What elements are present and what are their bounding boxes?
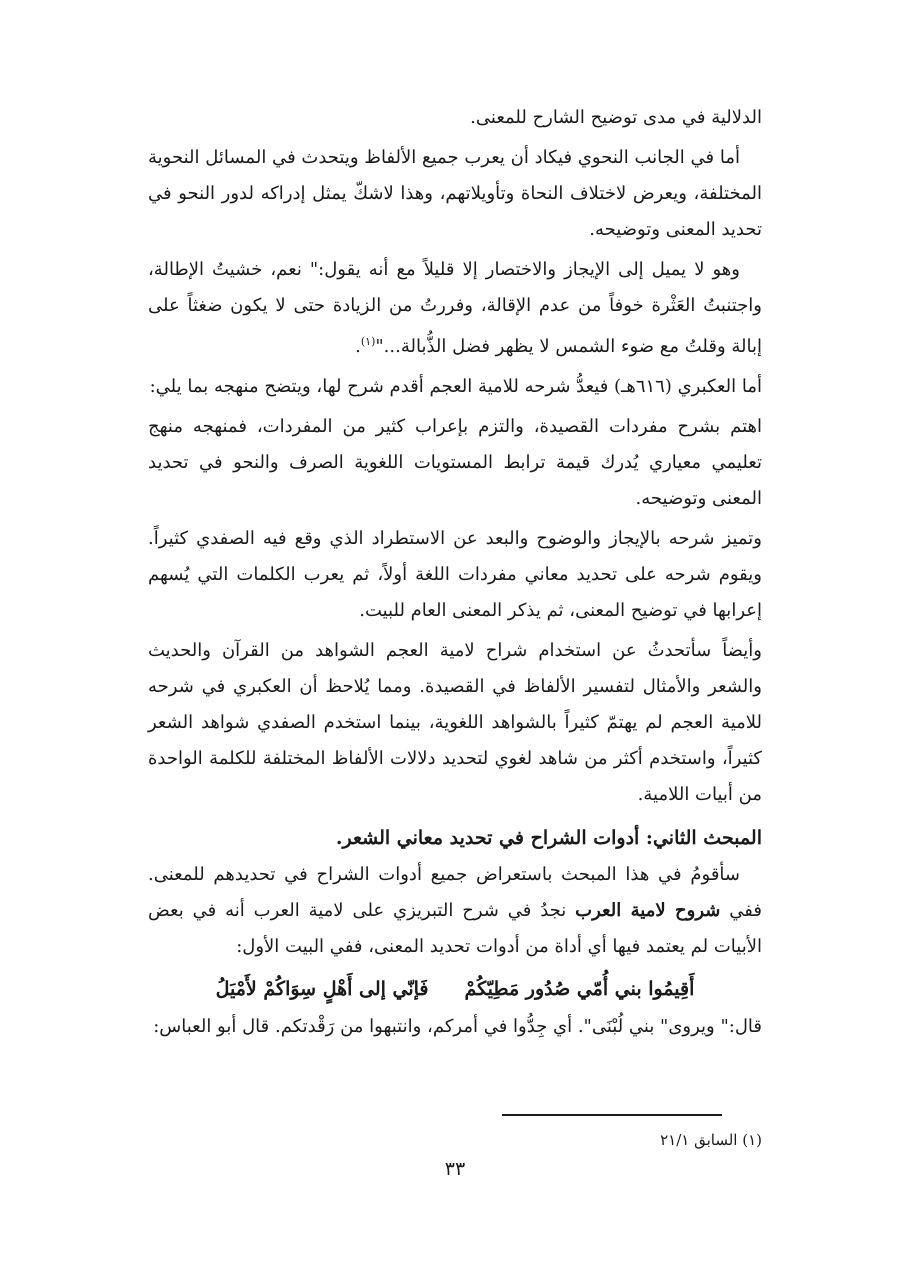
paragraph-intro: الدلالية في مدى توضيح الشارح للمعنى. — [470, 107, 762, 128]
paragraph-narration: قال:" ويروى" بني لُبْنَى". أي جِدُّوا في أمركم، وانتبهوا من رَقْدتكم. قال أبو العباس: — [153, 1016, 762, 1037]
footnote-divider — [502, 1114, 722, 1116]
paragraph-brevity-end: . — [355, 336, 361, 357]
paragraph-brevity-text: وهو لا يميل إلى الإيجاز والاختصار إلا قليلاً مع أنه يقول:" نعم، خشيتُ الإطالة، واجتنبتُ العَثْرة خوفاً من عدم الإقالة، وفررتُ من الزيادة حتى لا يكون ضغثاً على إبالة وقلتُ مع ضوء الشمس لا يظهر فضل الذُّبالة..." — [148, 259, 762, 357]
paragraph-ukbari: أما العكبري (٦١٦هـ) فيعدُّ شرحه للامية العجم أقدم شرح لها، ويتضح منهجه بما يلي: — [149, 376, 762, 397]
paragraph-tools-part1: سأقومُ في هذا المبحث باستعراض جميع أدوات الشراح في تحديدهم للمعنى. ففي — [148, 864, 762, 921]
paragraph-tools-bold: شروح لامية العرب — [575, 900, 721, 921]
paragraph-tools-part2: نجدُ في شرح التبريزي على لامية العرب أنه في بعض الأبيات لم يعتمد فيها أي أداة من أدوات تحديد المعنى، ففي البيت الأول: — [148, 900, 762, 957]
page-body — [148, 100, 762, 1045]
section-heading-rest: : أدوات الشراح في تحديد معاني الشعر. — [335, 827, 653, 849]
paragraph-grammar: أما في الجانب النحوي فيكاد أن يعرب جميع الألفاظ ويتحدث في المسائل النحوية المختلفة، ويعرض لاختلاف النحاة وتأويلاتهم، وهذا لاشكّ يمثل إدراكه لدور النحو في تحديد المعنى وتوضيحه. — [148, 147, 762, 240]
paragraph-distinction: وتميز شرحه بالإيجاز والوضوح والبعد عن الاستطراد الذي وقع فيه الصفدي كثيراً. ويقوم شرحه على تحديد معاني مفردات اللغة أولاً، ثم يعرب الكلمات التي يُسهم إعرابها في توضيح المعنى، ثم يذكر المعنى العام للبيت. — [148, 528, 762, 621]
verse-second-hemistich: فَإنّي إلى أَهْلٍ سِوَاكُمْ لأَمْيَلُ — [215, 978, 429, 1000]
footnote: (١) السابق ٢١/١ — [660, 1131, 762, 1149]
verse-first-hemistich: أَقِيمُوا بني أُمّي صُدُور مَطِيّكُمْ — [464, 978, 695, 1000]
paragraph-evidence: وأيضاً سأتحدثُ عن استخدام شراح لامية العجم الشواهد من القرآن والحديث والشعر والأمثال لتفسير الألفاظ في القصيدة. ومما يُلاحظ أن العكبري في شرحه للامية العجم لم يهتمّ كثيراً بالشواهد اللغوية، بينما استخدم الصفدي شواهد الشعر كثيراً، واستخدم أكثر من شاهد لغوي لتحديد دلالات الألفاظ المختلفة للكلمة الواحدة من أبيات اللامية. — [148, 640, 762, 805]
verse-line — [148, 969, 762, 1009]
footnote-reference[interactable]: (١) — [360, 335, 376, 348]
page-number: ٣٣ — [444, 1158, 466, 1180]
paragraph-method: اهتم بشرح مفردات القصيدة، والتزم بإعراب كثير من المفردات، فمنهجه منهج تعليمي معياري يُدرك قيمة ترابط المستويات اللغوية الصرف والنحو في تحديد المعنى وتوضيحه. — [148, 416, 762, 509]
paragraph-tools — [148, 857, 762, 965]
paragraph-brevity — [148, 252, 762, 365]
section-heading — [148, 819, 762, 857]
section-heading-prefix: المبحث الثاني — [652, 827, 762, 849]
